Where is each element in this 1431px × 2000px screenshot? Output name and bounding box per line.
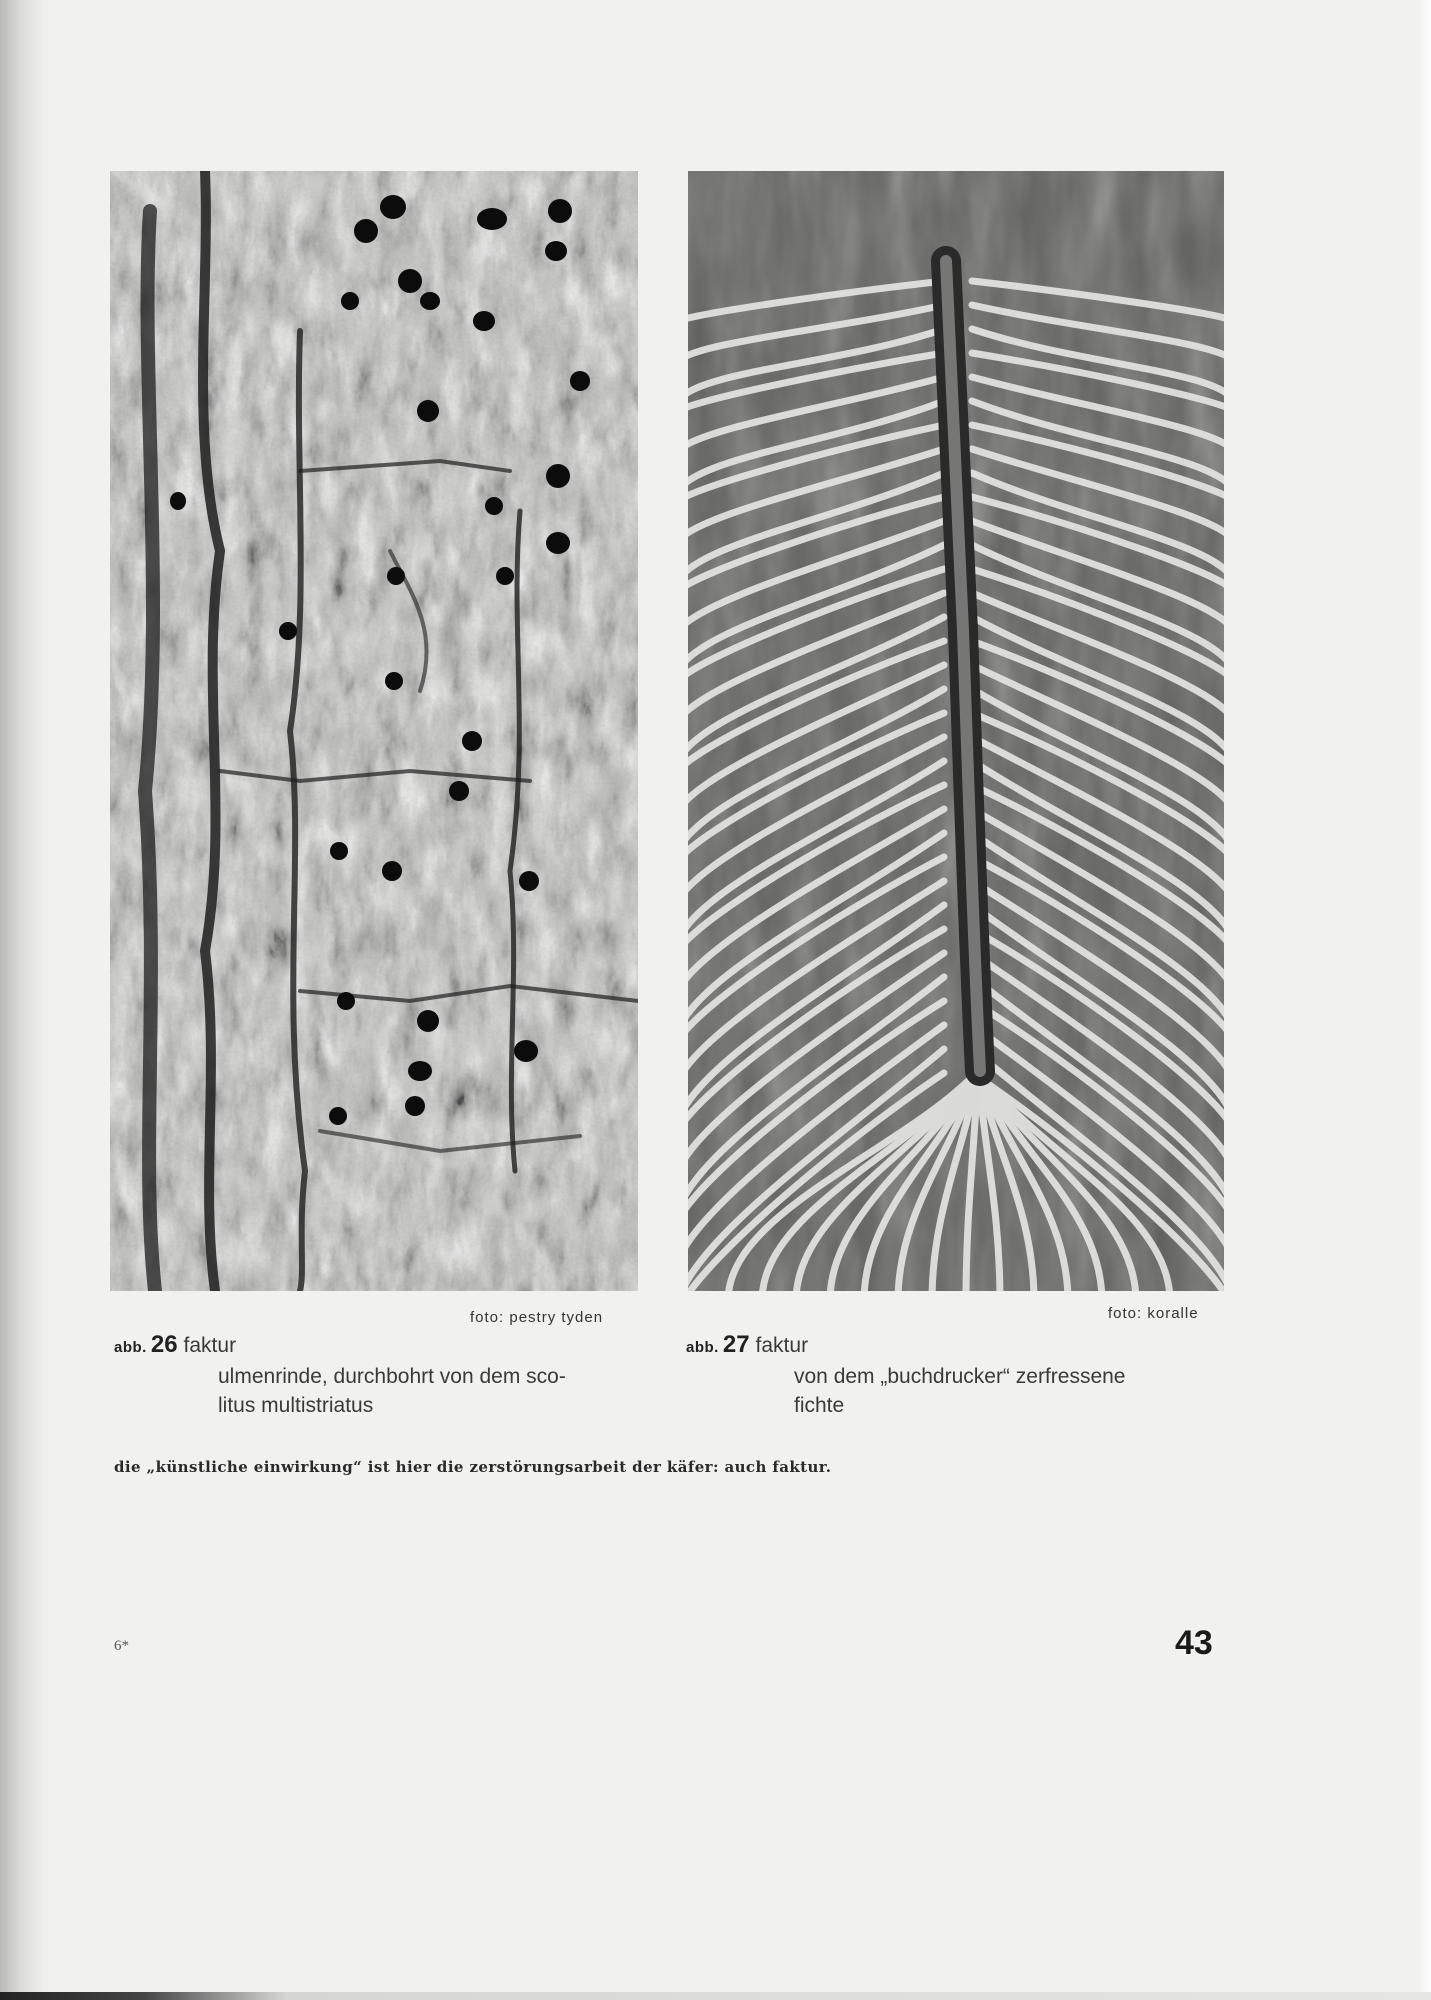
figure-number: 26 bbox=[150, 1331, 178, 1358]
figure-label: abb. bbox=[114, 1339, 147, 1356]
photo-credit-left: foto: pestry tyden bbox=[470, 1309, 604, 1326]
figure-description-line: ulmenrinde, durchbohrt von dem sco- bbox=[218, 1365, 566, 1388]
figure-title: faktur bbox=[183, 1334, 237, 1357]
page-gutter-shadow bbox=[0, 0, 46, 2000]
figure-number: 27 bbox=[722, 1331, 750, 1358]
photo-beetle-galleries bbox=[688, 171, 1224, 1291]
photo-elm-bark bbox=[110, 171, 638, 1291]
figure-description-line: von dem „buchdrucker“ zerfressene bbox=[794, 1365, 1126, 1388]
figure-label: abb. bbox=[686, 1339, 719, 1356]
caption-abb-26 bbox=[114, 1330, 566, 1420]
caption-abb-27 bbox=[686, 1330, 1125, 1420]
page-edge bbox=[1419, 0, 1431, 2000]
page-bottom-edge bbox=[0, 1992, 1431, 2000]
figure-description-line: fichte bbox=[794, 1394, 845, 1417]
page-number: 43 bbox=[1175, 1624, 1213, 1662]
photo-credit-right: foto: koralle bbox=[1108, 1305, 1199, 1322]
signature-mark: 6* bbox=[114, 1638, 129, 1654]
body-text: die „künstliche einwirkung“ ist hier die zerstörungsarbeit der käfer: auch faktur. bbox=[114, 1458, 832, 1476]
figure-description-line: litus multistriatus bbox=[218, 1394, 374, 1417]
figure-title: faktur bbox=[755, 1334, 809, 1357]
